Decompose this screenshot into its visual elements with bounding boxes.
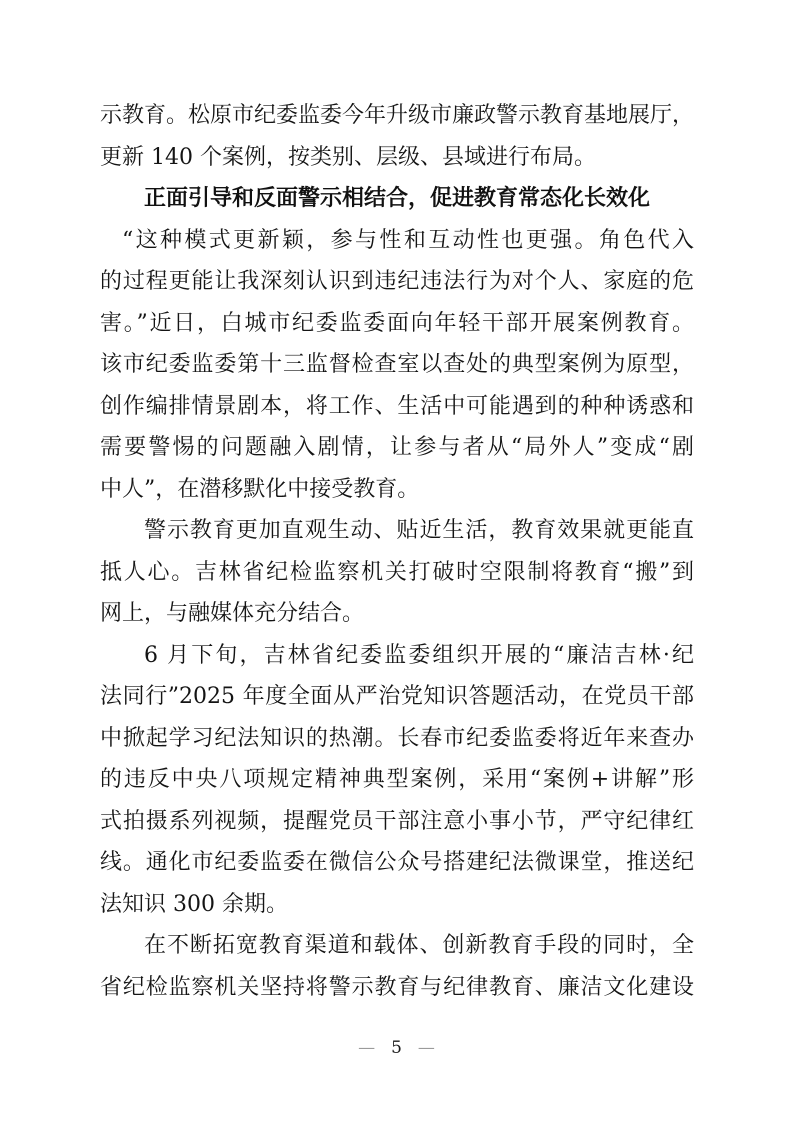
- footer-dash-left: —: [358, 1038, 376, 1058]
- text-line: 省纪检监察机关坚持将警示教育与纪律教育、廉洁文化建设: [100, 974, 694, 1000]
- text-line: “这种模式更新颖，参与性和互动性也更强。角色代入: [122, 227, 694, 253]
- text-line: 创作编排情景剧本，将工作、生活中可能遇到的种种诱惑和: [100, 393, 694, 419]
- footer-dash-right: —: [417, 1038, 435, 1058]
- page-footer: [0, 1036, 793, 1060]
- text-line: 示教育。松原市纪委监委今年升级市廉政警示教育基地展厅，: [100, 103, 695, 128]
- text-line: 抵人心。吉林省纪检监察机关打破时空限制将教育“搬”到: [100, 559, 694, 585]
- text-line: 线。通化市纪委监委在微信公众号搭建纪法微课堂，推送纪: [100, 850, 694, 875]
- section-heading: 正面引导和反面警示相结合，促进教育常态化长效化: [143, 186, 650, 211]
- text-line: 中人”，在潜移默化中接受教育。: [100, 476, 420, 502]
- text-block: [100, 95, 694, 1008]
- text-line: 在不断拓宽教育渠道和载体、创新教育手段的同时，全: [144, 933, 694, 958]
- text-line: 法知识 300 余期。: [100, 891, 288, 917]
- text-line: 需要警惕的问题融入剧情，让参与者从“局外人”变成“剧: [100, 435, 694, 460]
- text-line: 的过程更能让我深刻认识到违纪违法行为对个人、家庭的危: [100, 269, 694, 294]
- text-line: 的违反中央八项规定精神典型案例，采用“案例+讲解”形: [100, 767, 694, 792]
- text-line: 网上，与融媒体充分结合。: [100, 601, 365, 626]
- text-line: 中掀起学习纪法知识的热潮。长春市纪委监委将近年来查办: [100, 725, 694, 751]
- text-line: 警示教育更加直观生动、贴近生活，教育效果就更能直: [144, 518, 694, 543]
- text-line: 式拍摄系列视频，提醒党员干部注意小事小节，严守纪律红: [100, 808, 694, 834]
- text-line: 法同行”2025 年度全面从严治党知识答题活动，在党员干部: [100, 684, 694, 709]
- text-line: 6 月下旬，吉林省纪委监委组织开展的“廉洁吉林·纪: [144, 642, 694, 668]
- text-line: 更新 140 个案例，按类别、层级、县域进行布局。: [100, 144, 596, 170]
- text-line: 该市纪委监委第十三监督检查室以查处的典型案例为原型，: [100, 352, 694, 377]
- page-number: 5: [391, 1038, 402, 1058]
- text-line: 害。”近日，白城市纪委监委面向年轻干部开展案例教育。: [100, 310, 694, 336]
